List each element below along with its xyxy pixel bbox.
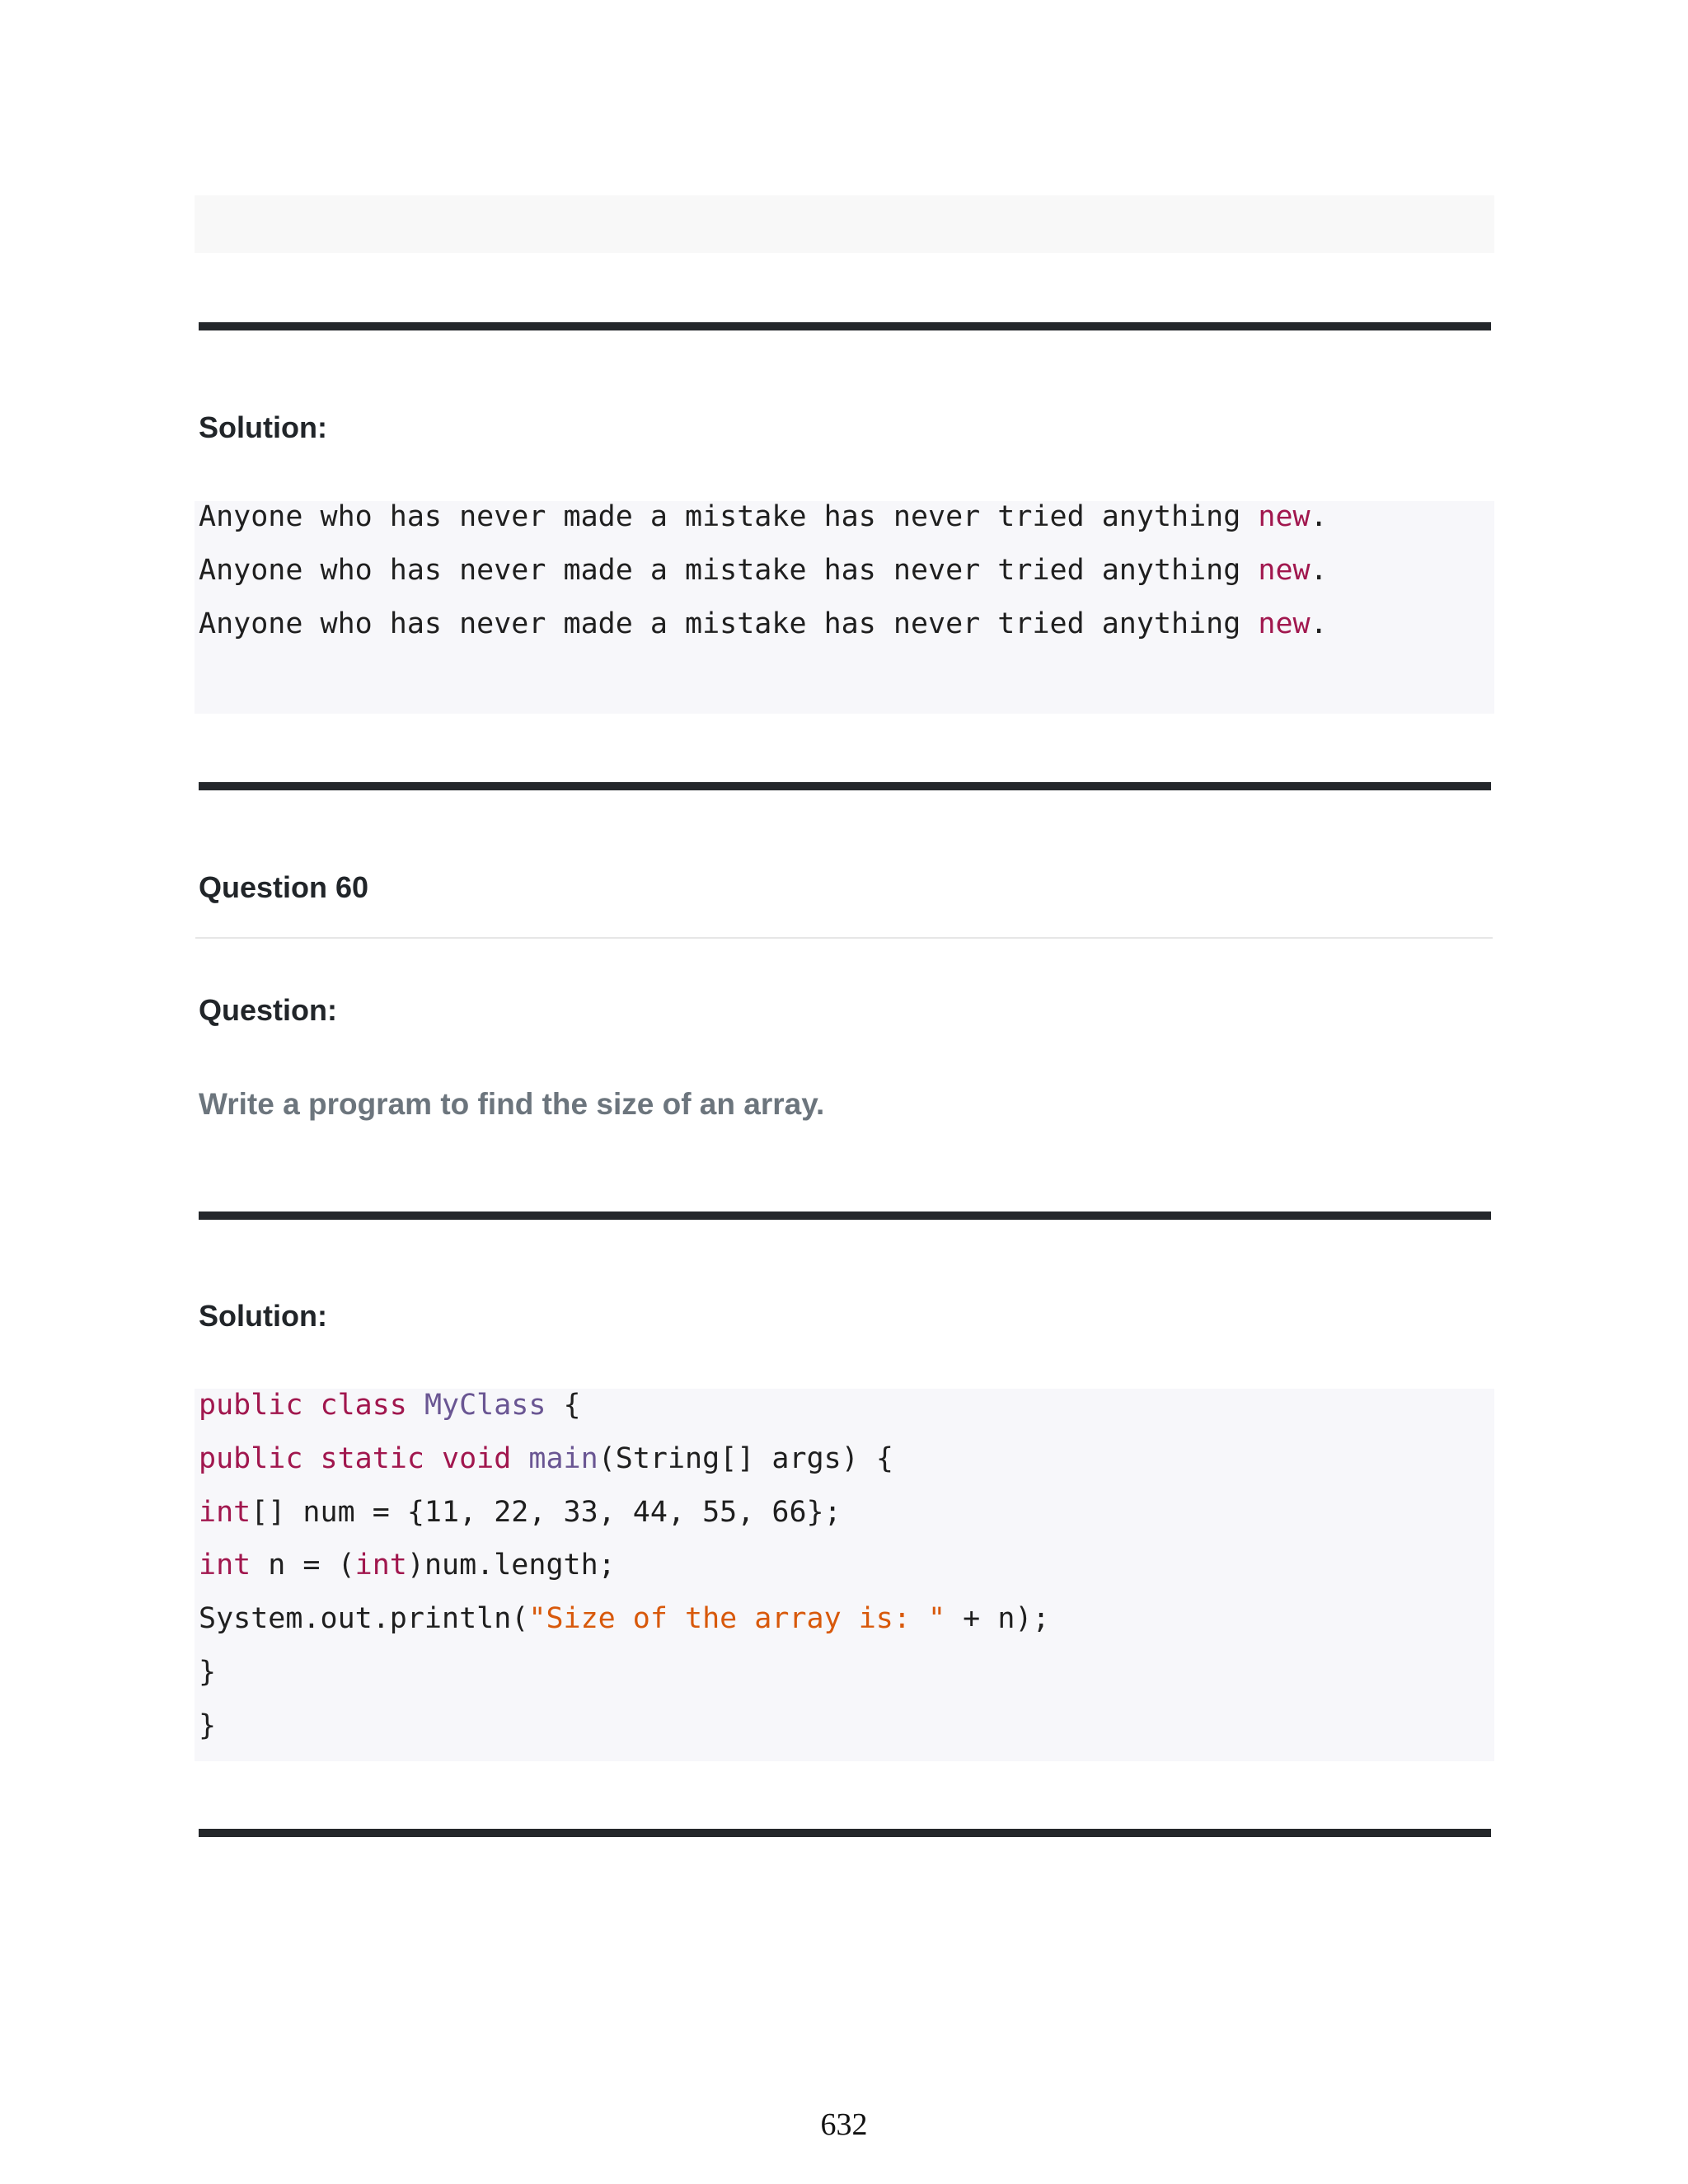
code-line: public static void main(String[] args) { xyxy=(199,1442,893,1475)
output-line: Anyone who has never made a mistake has never tried anything new. xyxy=(199,607,1328,640)
question-text: Write a program to find the size of an array. xyxy=(199,1087,825,1121)
code-line: int n = (int)num.length; xyxy=(199,1549,616,1582)
page-number: 632 xyxy=(820,2107,868,2142)
solution-heading: Solution: xyxy=(199,410,327,444)
code-line: public class MyClass { xyxy=(199,1389,581,1422)
section-divider xyxy=(199,1212,1491,1220)
code-line: } xyxy=(199,1709,217,1742)
heading-rule xyxy=(195,937,1493,939)
section-divider xyxy=(199,782,1491,790)
output-line: Anyone who has never made a mistake has never tried anything new. xyxy=(199,500,1328,533)
code-line: System.out.println("Size of the array is: " + n); xyxy=(199,1602,1050,1635)
section-divider xyxy=(199,322,1491,330)
solution-heading: Solution: xyxy=(199,1299,327,1333)
section-divider xyxy=(199,1829,1491,1837)
question-number-heading: Question 60 xyxy=(199,870,369,904)
code-line: int[] num = {11, 22, 33, 44, 55, 66}; xyxy=(199,1496,842,1529)
code-line: } xyxy=(199,1656,217,1689)
output-line: Anyone who has never made a mistake has never tried anything new. xyxy=(199,554,1328,587)
empty-code-block xyxy=(195,195,1494,253)
question-label: Question: xyxy=(199,993,337,1027)
